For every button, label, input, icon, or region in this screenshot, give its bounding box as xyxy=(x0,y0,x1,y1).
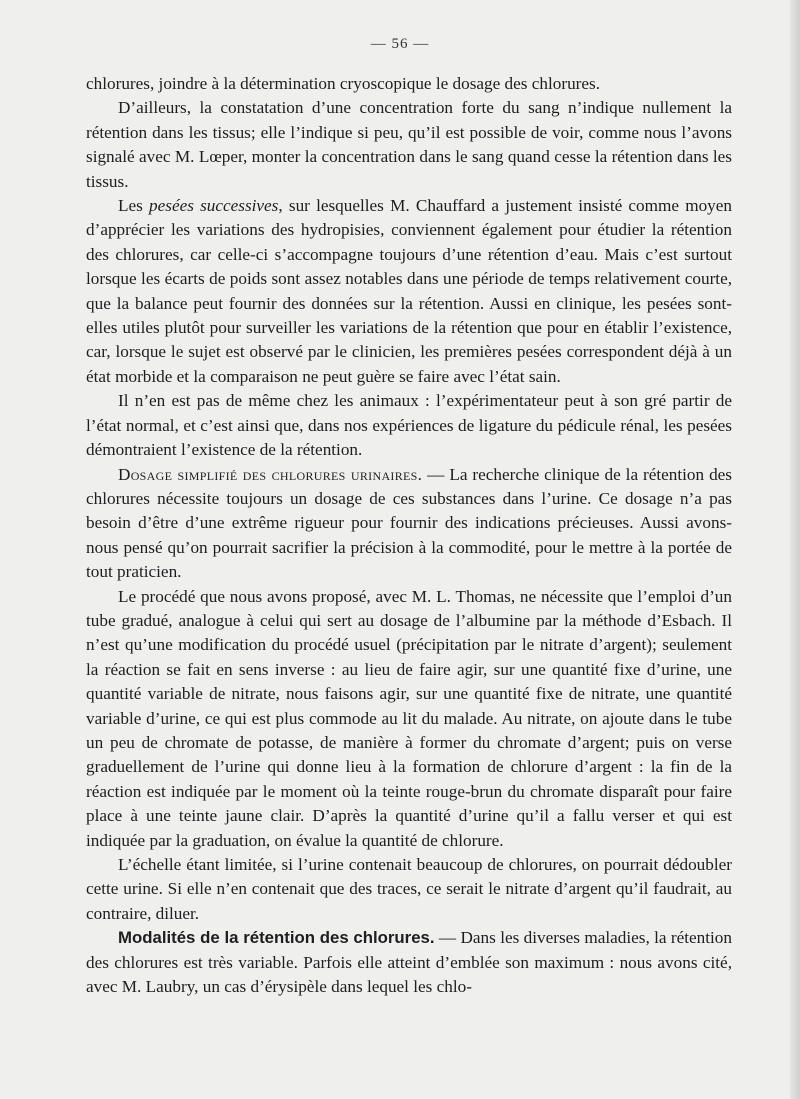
paragraph-procedure: Le procédé que nous avons proposé, avec M. L. Thomas, ne nécessite que l’emploi d’un tube gradué, analogue à celui qui sert au dosage de l’albumine par la méthode d’Esbach. Il n’est qu’une modification du procédé usuel (précipitation par le nitrate d’argent); seulement la réaction se fait en sens inverse : au lieu de faire agir, sur une quantité fixe d’urine, une quantité variable de nitrate, nous faisons agir, sur une quantité fixe de nitrate, une quantité variable d’urine, ce qui est plus commode au lit du malade. Au nitrate, on ajoute dans le tube un peu de chromate de potasse, de manière à former du chromate d’argent; puis on verse graduellement de l’urine qui donne lieu à la formation de chlorure d’argent : la fin de la réaction est indiquée par le moment où la teinte rouge-brun du chromate disparaît pour faire place à une teinte jaune clair. D’après la quantité d’urine qu’il a fallu verser et qui est indiquée par la graduation, on évalue la quantité de chlorure. xyxy=(86,586,732,850)
paragraph-text: — Dans les diverses maladies, la rétention des chlorures est très variable. Parfois elle atteint d’emblée son maximum : nous avons cité, avec M. Laubry, un cas d’érysipèle dans lequel les chlo- xyxy=(86,928,732,997)
section-heading: Dosage simplifié des chlorures urinaires. xyxy=(118,464,423,484)
paragraph-animals: Il n’en est pas de même chez les animaux : l’expérimentateur peut à son gré partir de l’état normal, et c’est ainsi que, dans nos expériences de ligature du pédicule rénal, les pesées démontraient l’existence de la rétention. xyxy=(86,391,732,460)
paragraph-text: , sur lesquelles M. Chauffard a justement insisté comme moyen d’apprécier les variations des hydropisies, conviennent également pour étudier la rétention des chlorures, car celle-ci s’accompagne toujours d’une rétention d’eau. Mais c’est surtout lorsque les écarts de poids sont assez notables dans une période de temps relativement courte, que la balance peut fournir des données sur la rétention. Aussi en clinique, les pesées sont-elles utiles plutôt pour surveiller les variations de la rétention que pour en établir l’existence, car, lorsque le sujet est observé par le clinicien, les premières pesées correspondent déjà à un état morbide et la comparaison ne peut guère se faire avec l’état sain. xyxy=(86,196,732,386)
paragraph-blood-concentration: D’ailleurs, la constatation d’une concentration forte du sang n’indique nullement la rétention dans les tissus; elle l’indique si peu, qu’il est possible de voir, comme nous l’avons signalé avec M. Lœper, monter la concentration dans le sang quand cesse la rétention dans les tissus. xyxy=(86,98,732,191)
page-number: — 56 — xyxy=(370,36,430,52)
paragraph-successive-weighings xyxy=(86,194,732,389)
section-heading: Modalités de la rétention des chlorures. xyxy=(118,928,435,948)
paragraph-scale: L’échelle étant limitée, si l’urine contenait beaucoup de chlorures, on pourrait dédoubler cette urine. Si elle n’en contenait que des traces, ce serait le nitrate d’argent qu’il faudrait, au contraire, diluer. xyxy=(86,855,732,923)
page-edge xyxy=(790,0,800,1099)
paragraph-dosage xyxy=(86,463,732,585)
body-text xyxy=(86,72,732,999)
emphasis-term: pesées successives xyxy=(149,196,279,216)
paragraph-text: — La recherche clinique de la rétention des chlorures nécessite toujours un dosage de ces substances dans l’urine. Ce dosage n’a pas besoin d’être d’une extrême rigueur pour fournir des indications précieuses. Aussi avons-nous pensé qu’on pourrait sacrifier la précision à la commodité, pour le mettre à la portée de tout praticien. xyxy=(86,464,732,582)
paragraph-modalities xyxy=(86,926,732,999)
paragraph-text: Les xyxy=(118,196,150,216)
paragraph-continuation: chlorures, joindre à la détermination cryoscopique le dosage des chlorures. xyxy=(86,74,601,93)
